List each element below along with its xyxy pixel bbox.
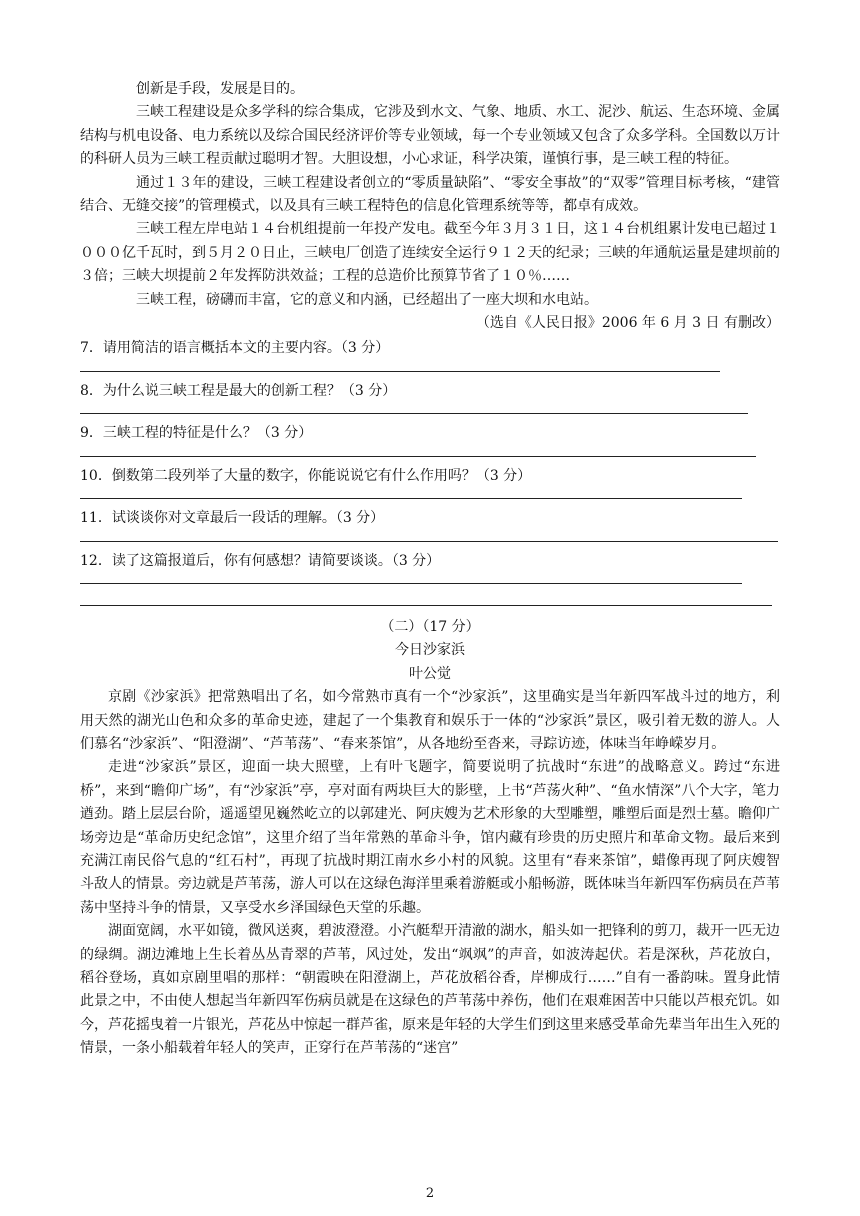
answer-line[interactable] <box>80 541 778 542</box>
question-8: 8．为什么说三峡工程是最大的创新工程？（3 分） <box>80 382 397 399</box>
article-paragraph: 创新是手段，发展是目的。 <box>136 81 304 97</box>
question-9: 9．三峡工程的特征是什么？（3 分） <box>80 425 313 442</box>
question-10: 10．倒数第二段列举了大量的数字，你能说说它有什么作用吗？（3 分） <box>80 467 532 484</box>
answer-line[interactable] <box>80 371 720 372</box>
article-author: 叶公觉 <box>409 665 451 682</box>
page-content <box>80 78 780 1061</box>
page-number: 2 <box>425 1186 435 1201</box>
answer-line[interactable] <box>80 498 742 499</box>
question-11: 11．试谈谈你对文章最后一段话的理解。（3 分） <box>80 510 385 527</box>
section-heading: （二）（17 分） <box>380 618 480 635</box>
article-paragraph: 京剧《沙家浜》把常熟唱出了名，如今常熟市真有一个“沙家浜”，这里确实是当年新四军战斗过的地方，利用天然的湖光山色和众多的革命史迹，建起了一个集教育和娱乐于一体的“沙家浜”景区，吸引着无数的游人。人们慕名“沙家浜”、“阳澄湖”、“芦苇荡”、“春来茶馆”，从各地纷至沓来，寻踪访迹，体味当年峥嵘岁月。 <box>80 689 780 752</box>
question-7: 7．请用简洁的语言概括本文的主要内容。（3 分） <box>80 340 390 357</box>
article-paragraph: 三峡工程左岸电站１４台机组提前一年投产发电。截至今年３月３１日，这１４台机组累计发电已超过１０００亿千瓦时，到５月２０日止，三峡电厂创造了连续安全运行９１２天的纪录；三峡的年通航运量是建坝前的３倍；三峡大坝提前２年发挥防洪效益；工程的总造价比预算节省了１０％…… <box>80 221 780 285</box>
answer-line[interactable] <box>80 456 756 457</box>
article-source: （选自《人民日报》2006 年 6 月 3 日 有删改） <box>475 315 780 332</box>
question-12: 12．读了这篇报道后，你有何感想？请简要谈谈。（3 分） <box>80 552 441 569</box>
article-paragraph: 通过１３年的建设，三峡工程建设者创立的“零质量缺陷”、“零安全事故”的“双零”管理目标考核，“建管结合、无缝交接”的管理模式，以及具有三峡工程特色的信息化管理系统等等，都卓有成效。 <box>80 174 780 215</box>
answer-line[interactable] <box>80 605 772 606</box>
article-paragraph: 三峡工程，磅礴而丰富，它的意义和内涵，已经超出了一座大坝和水电站。 <box>136 291 598 308</box>
answer-line[interactable] <box>80 583 742 584</box>
answer-line[interactable] <box>80 413 748 414</box>
article-paragraph: 湖面宽阔，水平如镜，微风送爽，碧波澄澄。小汽艇犁开清澈的湖水，船头如一把锋利的剪刀，裁开一匹无边的绿绸。湖边滩地上生长着丛丛青翠的芦苇，风过处，发出“飒飒”的声音，如波涛起伏。若是深秋，芦花放白，稻谷登场，真如京剧里唱的那样：“朝霞映在阳澄湖上，芦花放稻谷香，岸柳成行……”自有一番韵味。置身此情此景之中，不由使人想起当年新四军伤病员就是在这绿色的芦苇荡中养伤，他们在艰难困苦中只能以芦根充饥。如今，芦花摇曳着一片银光，芦花丛中惊起一群芦雀，原来是年轻的大学生们到这里来感受革命先辈当年出生入死的情景，一条小船载着年轻人的笑声，正穿行在芦苇荡的“迷宫” <box>80 923 780 1057</box>
article-paragraph: 走进“沙家浜”景区，迎面一块大照壁，上有叶飞题字，简要说明了抗战时“东进”的战略意义。跨过“东进桥”，来到“瞻仰广场”，有“沙家浜”亭，亭对面有两块巨大的影壁，上书“芦荡火种”、“鱼水情深”八个大字，笔力遒劲。踏上层层台阶，遥遥望见巍然屹立的以郭建光、阿庆嫂为艺术形象的大型雕塑，雕塑后面是烈士墓。瞻仰广场旁边是“革命历史纪念馆”，这里介绍了当年常熟的革命斗争，馆内藏有珍贵的历史照片和革命文物。最后来到充满江南民俗气息的“红石村”，再现了抗战时期江南水乡小村的风貌。这里有“春来茶馆”，蜡像再现了阿庆嫂智斗敌人的情景。旁边就是芦苇荡，游人可以在这绿色海洋里乘着游艇或小船畅游，既体味当年新四军伤病员在芦苇荡中坚持斗争的情景，又享受水乡泽国绿色天堂的乐趣。 <box>80 759 780 916</box>
article-paragraph: 三峡工程建设是众多学科的综合集成，它涉及到水文、气象、地质、水工、泥沙、航运、生态环境、金属结构与机电设备、电力系统以及综合国民经济评价等专业领域，每一个专业领域又包含了众多学科。全国数以万计的科研人员为三峡工程贡献过聪明才智。大胆设想，小心求证，科学决策，谨慎行事，是三峡工程的特征。 <box>80 104 780 168</box>
article-title: 今日沙家浜 <box>395 642 465 659</box>
